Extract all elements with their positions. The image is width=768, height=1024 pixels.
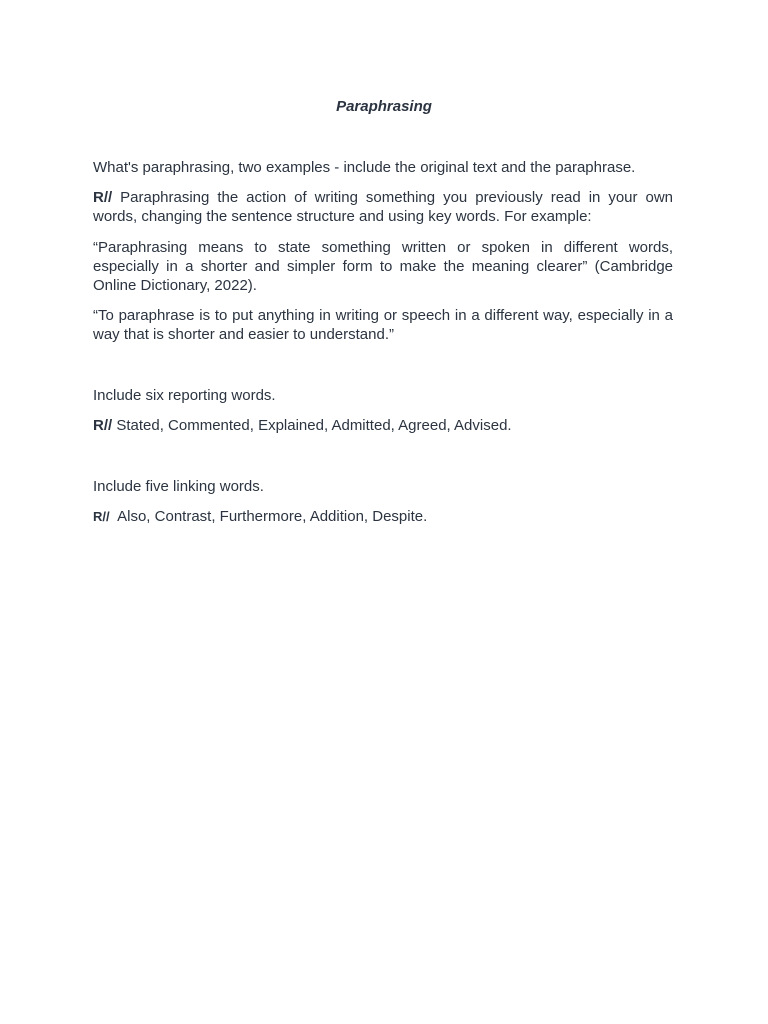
answer-paraphrasing: [93, 188, 673, 226]
question-reporting-words: Include six reporting words.: [93, 387, 276, 404]
answer-reporting-words: [93, 416, 673, 435]
answer-text: Also, Contrast, Furthermore, Addition, Despite.: [109, 508, 428, 525]
answer-label: R//: [93, 189, 113, 206]
answer-label: R//: [93, 509, 110, 524]
document-title: Paraphrasing: [336, 98, 432, 115]
answer-linking-words: [93, 507, 673, 526]
question-paraphrasing: What's paraphrasing, two examples - include the original text and the paraphrase.: [93, 159, 636, 176]
example-original-quote: “Paraphrasing means to state something written or spoken in different words, especially in a shorter and simpler form to make the meaning clearer” (Cambridge Online Dictionary, 2022).: [93, 239, 673, 294]
question-linking-words: Include five linking words.: [93, 478, 264, 495]
example-paraphrase-quote: “To paraphrase is to put anything in writing or speech in a different way, especially in a way that is shorter and easier to understand.”: [93, 307, 673, 343]
answer-label: R//: [93, 417, 113, 434]
answer-text: Stated, Commented, Explained, Admitted, Agreed, Advised.: [112, 417, 512, 434]
answer-text: Paraphrasing the action of writing something you previously read in your own words, changing the sentence structure and using key words. For example:: [93, 189, 673, 225]
